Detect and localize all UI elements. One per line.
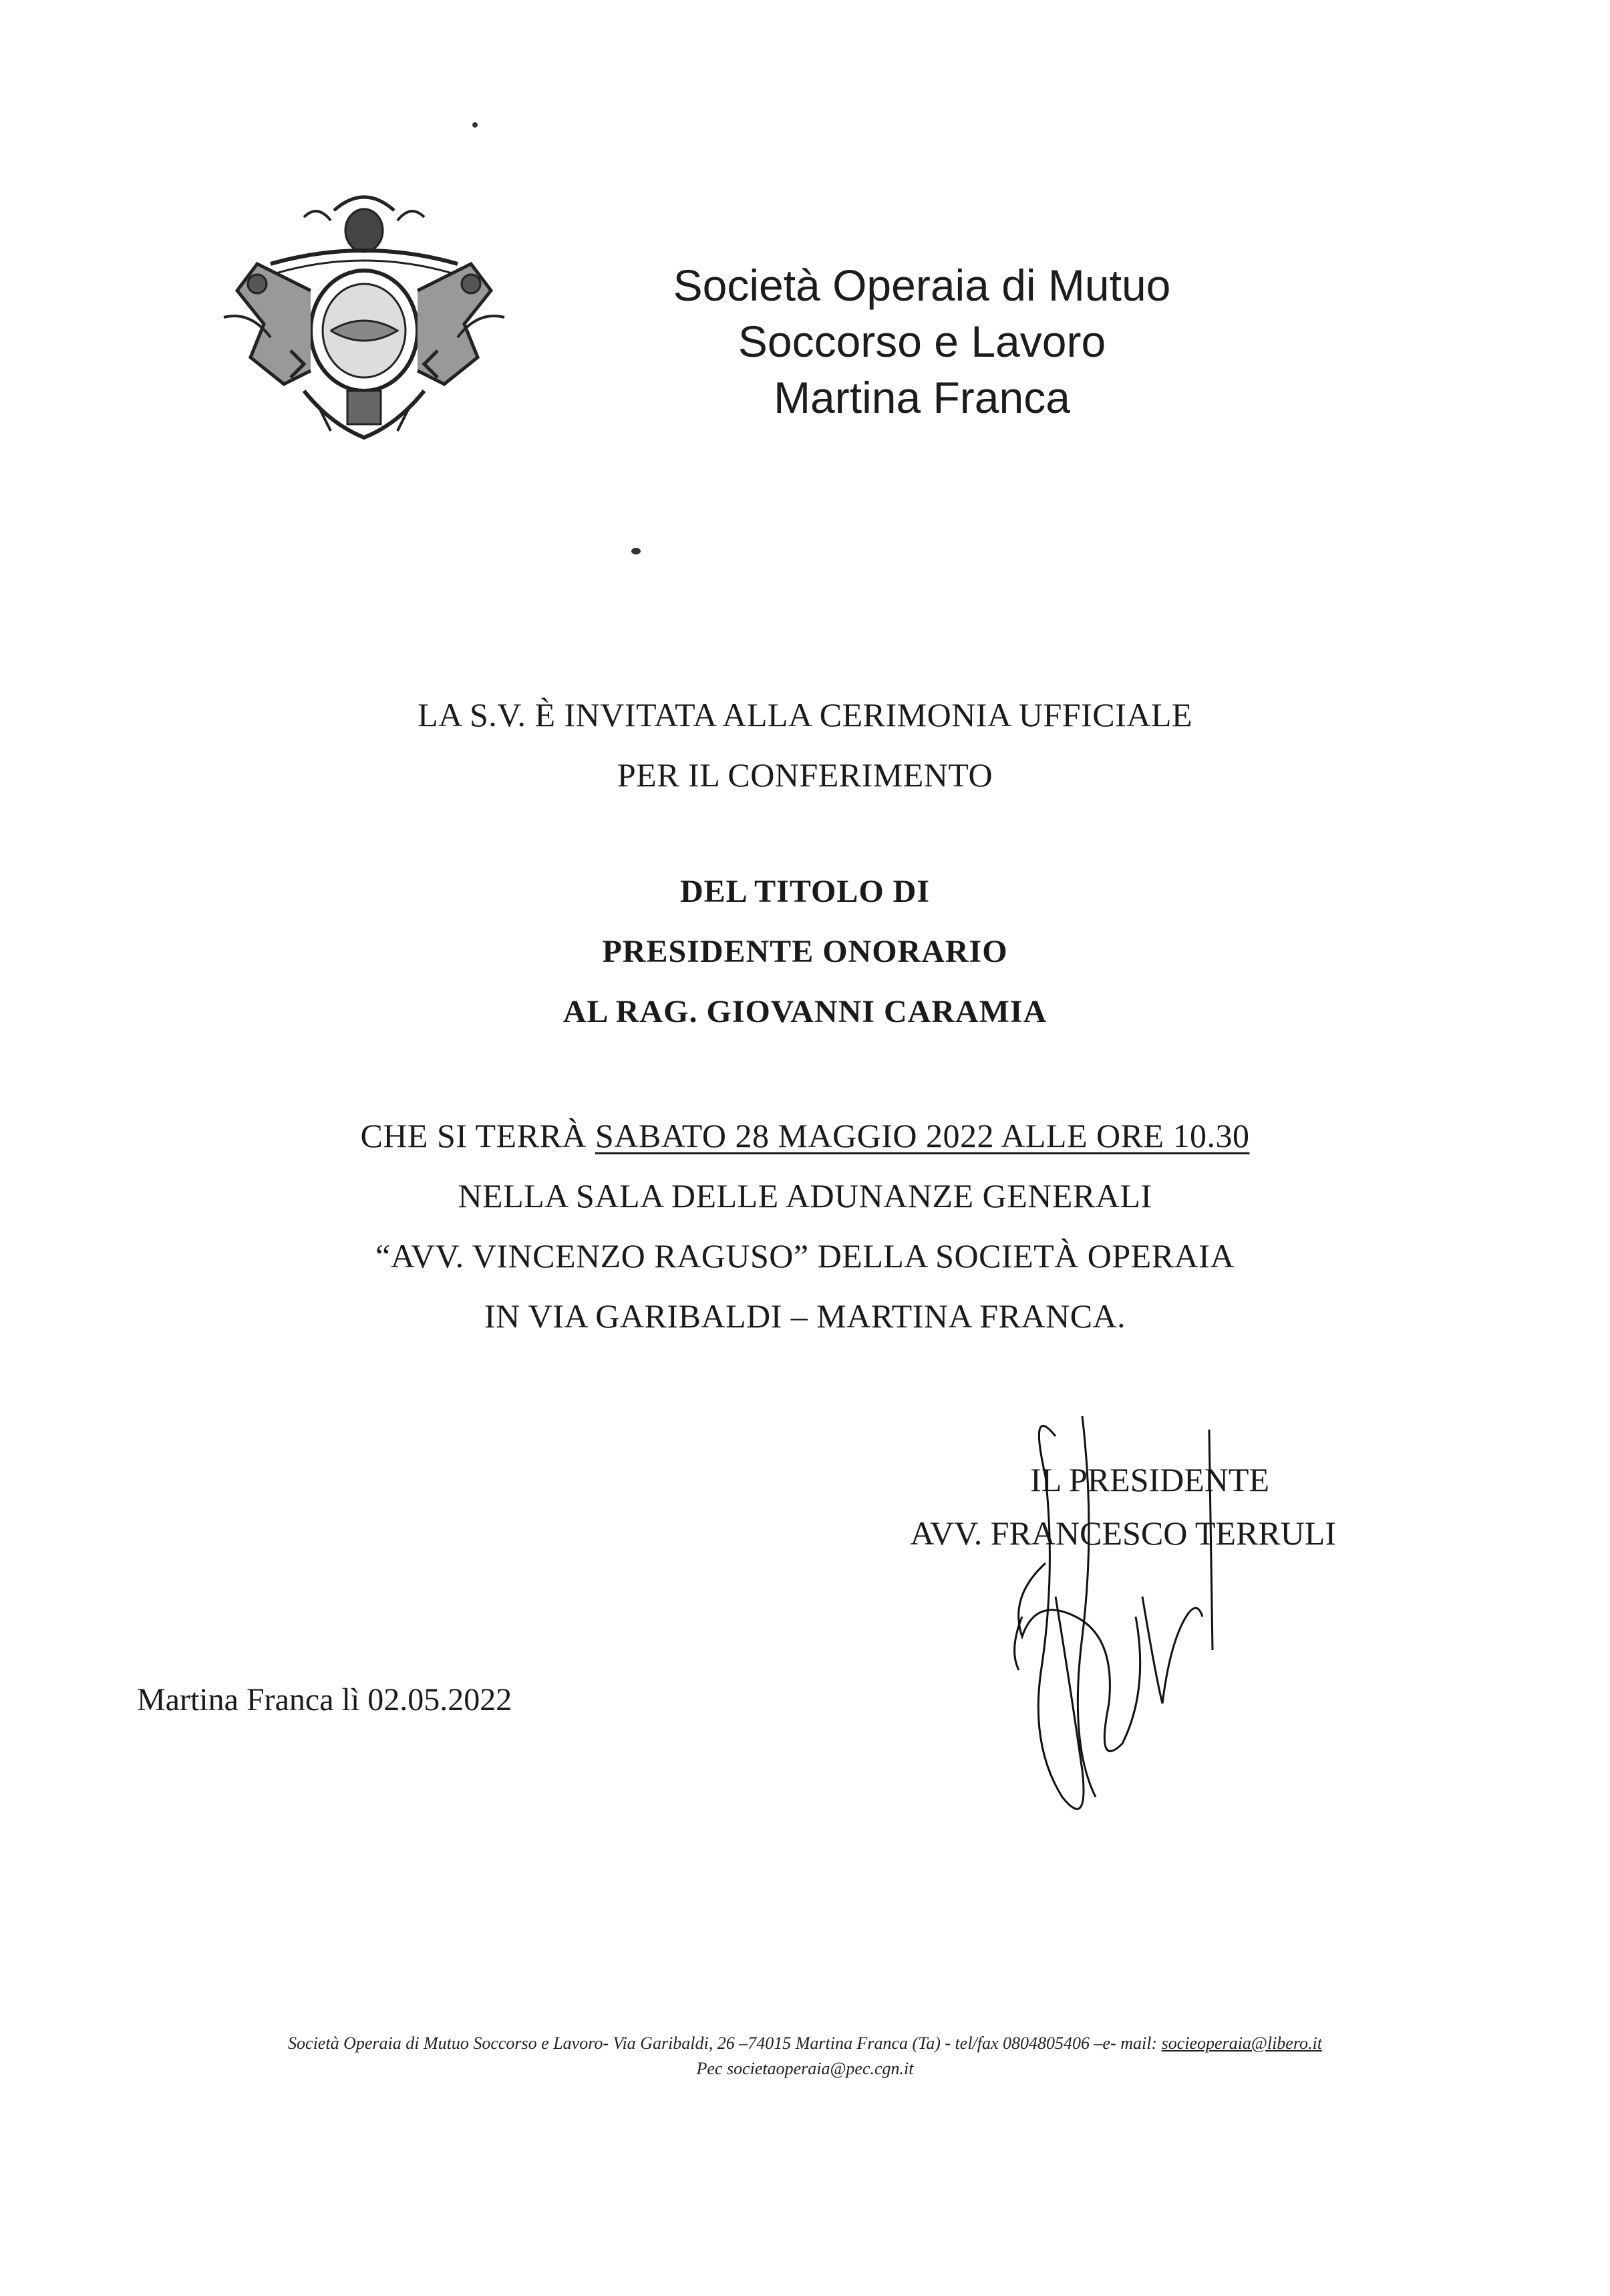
title-line-2: PRESIDENTE ONORARIO <box>602 934 1008 969</box>
footer-address: Società Operaia di Mutuo Soccorso e Lavoro- Via Garibaldi, 26 –74015 Martina Franca (Ta) - tel/fax 0804805406 –e- mail: <box>288 2033 1162 2053</box>
letterhead-line-2: Soccorso e Lavoro <box>738 317 1106 366</box>
footer <box>0 2031 1610 2082</box>
footer-email-link[interactable]: socieoperaia@libero.it <box>1161 2033 1322 2053</box>
event-prefix: CHE SI TERRÀ <box>360 1117 595 1154</box>
event-datetime: SABATO 28 MAGGIO 2022 ALLE ORE 10.30 <box>595 1117 1250 1154</box>
event-details <box>0 1106 1610 1346</box>
signature-role: IL PRESIDENTE <box>1030 1461 1269 1498</box>
footer-pec: Pec societaoperaia@pec.cgn.it <box>696 2059 914 2078</box>
document-date: Martina Franca lì 02.05.2022 <box>137 1682 512 1717</box>
letterhead-line-3: Martina Franca <box>774 373 1070 422</box>
handwritten-signature-icon <box>982 1396 1263 1837</box>
event-line-4: IN VIA GARIBALDI – MARTINA FRANCA. <box>484 1297 1126 1335</box>
title-line-3: AL RAG. GIOVANNI CARAMIA <box>562 994 1048 1029</box>
letterhead-line-1: Società Operaia di Mutuo <box>673 261 1171 310</box>
invitation-line-1: LA S.V. È INVITATA ALLA CERIMONIA UFFICIALE <box>418 696 1192 733</box>
footer-address-line <box>0 2031 1610 2056</box>
invitation-text <box>0 685 1610 805</box>
event-line-3: “AVV. VINCENZO RAGUSO” DELLA SOCIETÀ OPERAIA <box>375 1237 1235 1275</box>
invitation-line-2: PER IL CONFERIMENTO <box>617 756 993 794</box>
signature-name: AVV. FRANCESCO TERRULI <box>910 1514 1336 1552</box>
letterhead-title <box>548 257 1296 426</box>
event-line-2: NELLA SALA DELLE ADUNANZE GENERALI <box>458 1177 1152 1214</box>
event-line-1 <box>0 1106 1610 1166</box>
scan-speck <box>472 122 478 128</box>
scan-speck <box>631 548 641 554</box>
society-crest-emblem-icon <box>197 184 531 451</box>
title-line-1: DEL TITOLO DI <box>679 874 931 909</box>
honorary-title-block <box>0 862 1610 1042</box>
